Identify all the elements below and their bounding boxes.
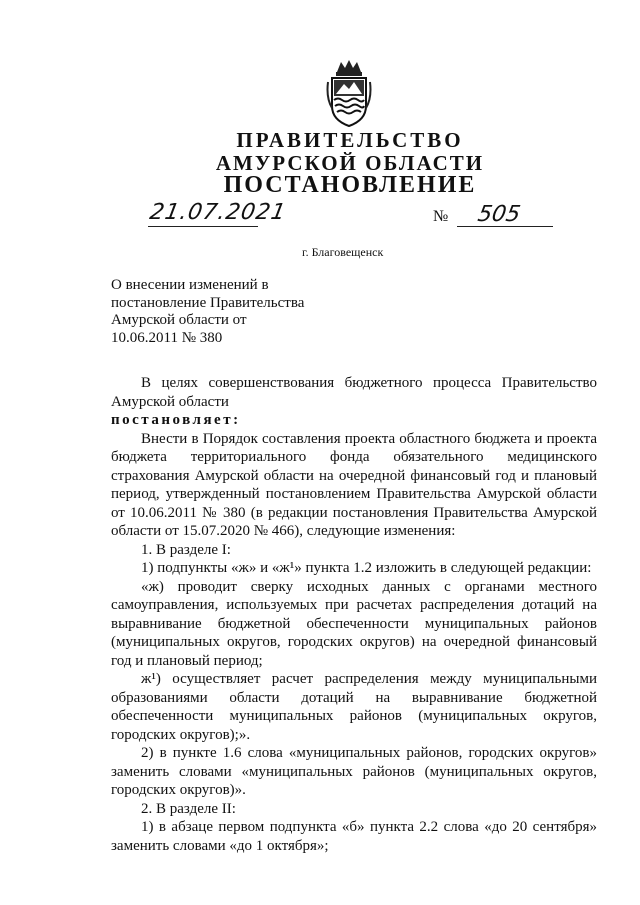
body-paragraph: 1. В разделе I: <box>141 541 231 558</box>
number-label: № <box>433 208 449 225</box>
resolves-keyword: постановляет: <box>111 412 241 428</box>
subject-line: постановление Правительства <box>111 294 305 311</box>
subject-line: О внесении изменений в <box>111 277 269 293</box>
document-date: 21.07.2021 <box>147 200 289 225</box>
number-underline <box>457 226 553 227</box>
subject-line: 10.06.2011 № 380 <box>111 329 223 346</box>
coat-of-arms-icon <box>326 58 372 128</box>
subject-line: Амурской области от <box>111 312 247 328</box>
org-name-line1: ПРАВИТЕЛЬСТВО <box>236 128 464 152</box>
document-subject <box>111 277 304 347</box>
document-number: 505 <box>475 202 523 227</box>
date-underline <box>148 226 258 227</box>
body-paragraph: 1) подпункты «ж» и «ж¹» пункта 1.2 изложить в следующей редакции: <box>141 560 592 576</box>
city: г. Благовещенск <box>302 245 384 259</box>
document-body <box>111 374 597 855</box>
body-paragraph: 1) в абзаце первом подпункта «б» пункта 2.2 слова «до 20 сентября» заменить словами «до 1 октября»; <box>111 819 597 854</box>
body-paragraph: Внести в Порядок составления проекта областного бюджета и проекта бюджета территориального фонда обязательного медицинского страхования Амурской области на очередной финансовый год и плановый период, утвержденный постановлением Правительства Амурской области от 10.06.2011 № 380 (в редакции постановления Правительства Амурской области от 15.07.2020 № 466), следующие изменения: <box>111 430 597 539</box>
body-paragraph: 2) в пункте 1.6 слова «муниципальных районов, городских округов» заменить словами «муниципальных районов (муниципальных округов, городских округов)». <box>111 745 597 798</box>
intro-paragraph: В целях совершенствования бюджетного процесса Правительство Амурской области <box>111 375 597 410</box>
body-paragraph: «ж) проводит сверку исходных данных с органами местного самоуправления, используемых при расчетах распределения дотаций на выравнивание бюджетной обеспеченности муниципальных районов (муниципальных округов, городских округов) на очередной финансовый год и плановый период; <box>111 578 597 669</box>
body-paragraph: 2. В разделе II: <box>141 800 236 817</box>
org-name-line2: АМУРСКОЙ ОБЛАСТИ <box>215 151 485 175</box>
document-type: ПОСТАНОВЛЕНИЕ <box>223 172 477 198</box>
body-paragraph: ж¹) осуществляет расчет распределения между муниципальными образованиями области дотаций на выравнивание бюджетной обеспеченности муниципальных районов (муниципальных округов, городских округов);». <box>111 671 597 743</box>
